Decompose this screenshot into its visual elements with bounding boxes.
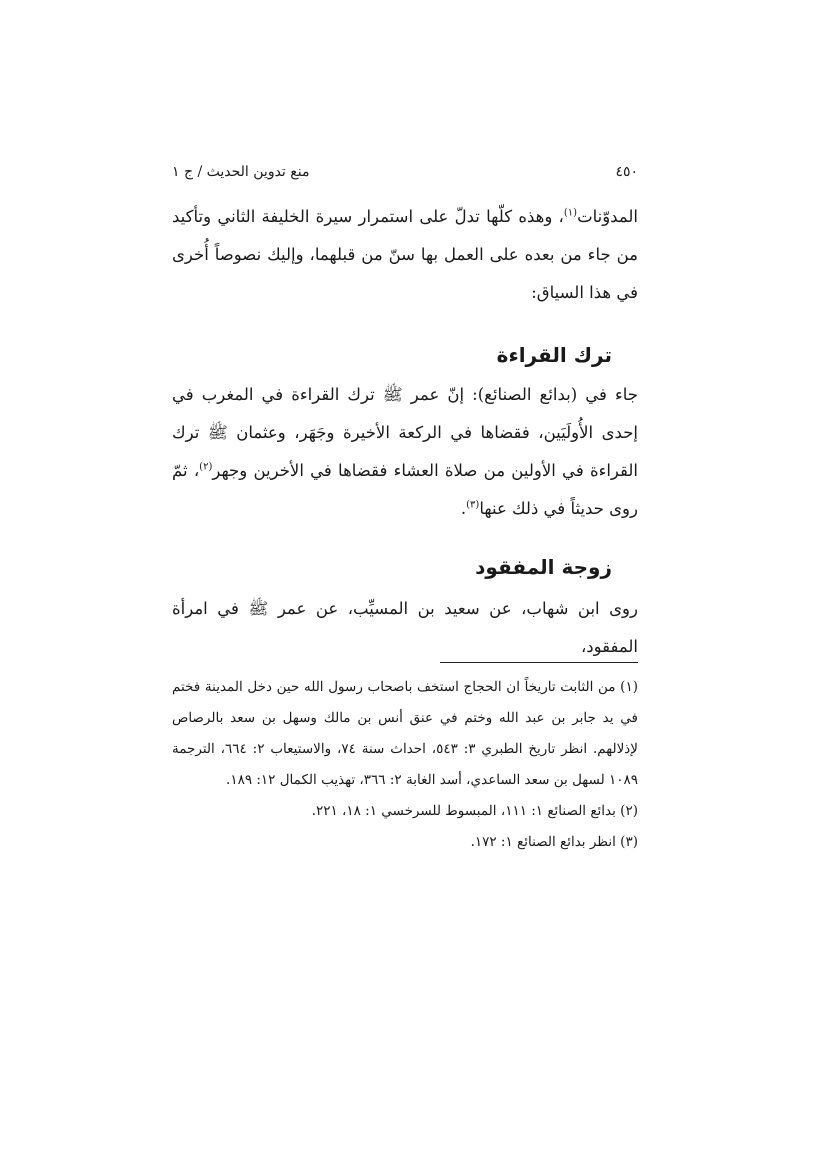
footnote-separator (440, 662, 638, 663)
paragraph-recitation (172, 376, 638, 528)
footnote-ref-3: (٣) (466, 499, 480, 511)
running-header (172, 164, 638, 190)
paragraph-missing-husband: روى ابن شهاب، عن سعيد بن المسيِّب، عن عمر ﷺ في امرأة المفقود، (172, 599, 638, 656)
paragraph-recitation-text-end: . (460, 499, 467, 518)
paragraph-intro-text-end: ، وهذه كلّها تدلّ على استمرار سيرة الخليفة الثاني وتأكيد من جاء من بعده على العمل بها سنّ من قبلهما، وإليك نصوصاً أُخرى في هذا السياق: (172, 207, 638, 302)
paragraph-recitation-text-mid: ، ثمّ روى حديثاً في ذلك عنها (172, 461, 638, 518)
footnote-ref-1: (١) (563, 207, 578, 219)
paragraph-intro (172, 198, 638, 312)
section-heading-leaving-recitation: ترك القراءة (496, 343, 612, 367)
page-number: ٤٥٠ (615, 164, 638, 180)
section-heading-missing-husband-wife: زوجة المفقود (475, 555, 612, 579)
footnotes (172, 672, 638, 858)
book-title: منع تدوين الحديث / ج ١ (172, 164, 310, 180)
footnote-2: (٢) بدائع الصنائع ١: ١١١، المبسوط للسرخسي ١: ١٨، ٢٢١. (311, 803, 638, 819)
footnote-1: (١) من الثابت تاريخاً ان الحجاج استخف باصحاب رسول الله حين دخل المدينة فختم في يد جابر بن عبد الله وختم في عنق أنس بن مالك وسهل بن سعد بالرصاص لإذلالهم. انظر تاريخ الطبري ٣: ٥٤٣، احداث سنة ٧٤، والاستيعاب ٢: ٦٦٤، الترجمة ١٠٨٩ لسهل بن سعد الساعدي، أسد الغابة ٢: ٣٦٦، تهذيب الكمال ١٢: ١٨٩. (172, 679, 638, 788)
paragraph-recitation-text-start: جاء في (بدائع الصنائع): إنّ عمر ﷺ ترك القراءة في المغرب في إحدى الأُولَيَين، فقضاها في الركعة الأخيرة وجَهَر، وعثمان ﷺ ترك القراءة في الأولين من صلاة العشاء فقضاها في الأخرين وجهر (172, 385, 638, 480)
footnote-ref-2: (٢) (199, 461, 213, 473)
paragraph-intro-text-start: المدوّنات (577, 207, 638, 226)
footnote-3: (٣) انظر بدائع الصنائع ١: ١٧٢. (470, 834, 638, 850)
